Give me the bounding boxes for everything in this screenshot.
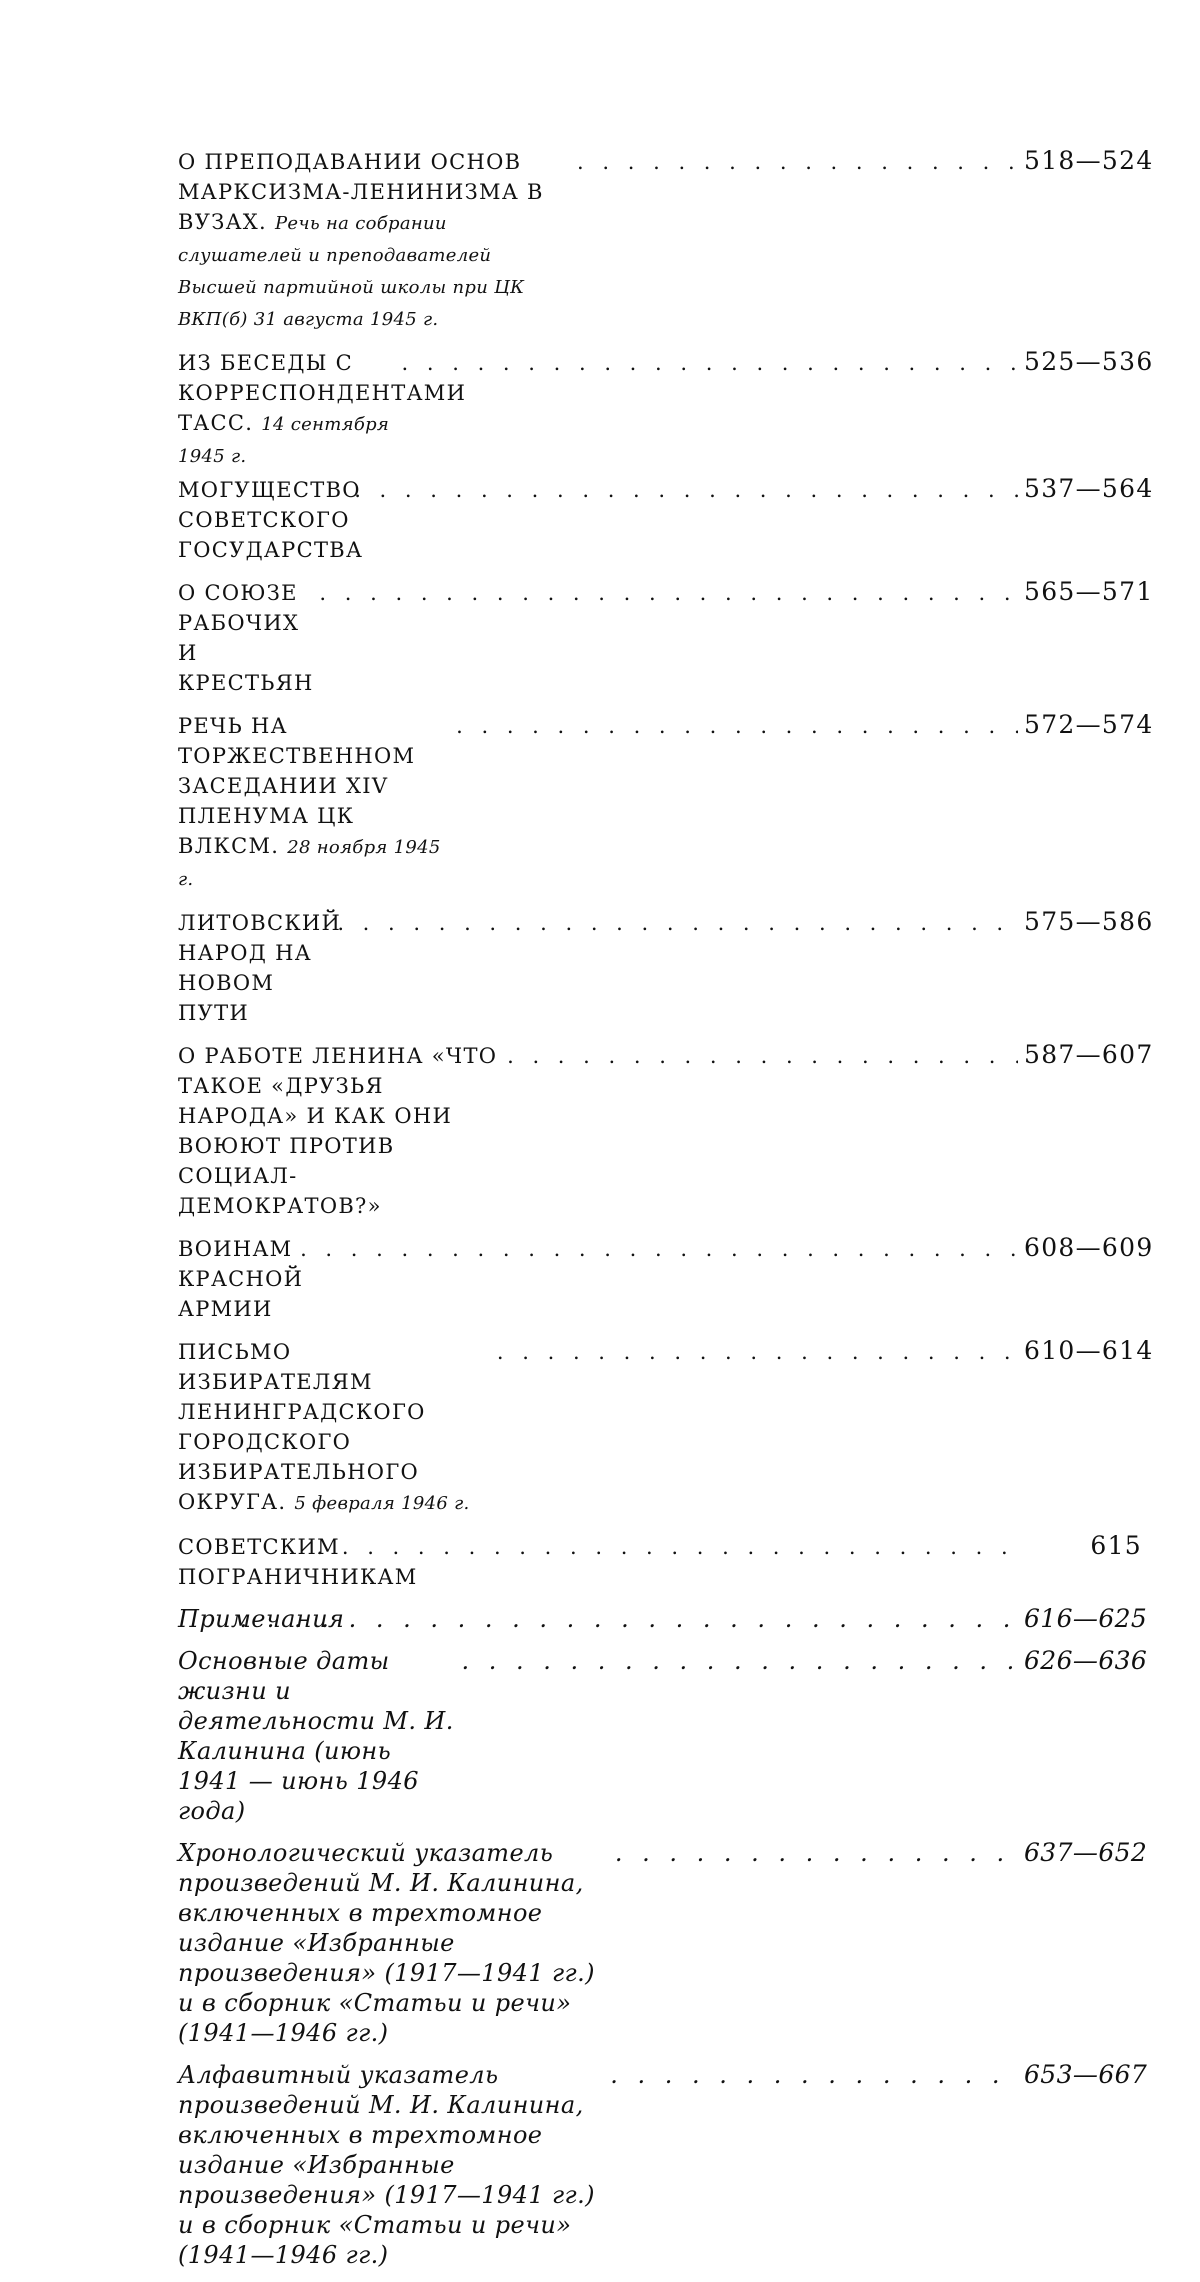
toc-entry bbox=[178, 474, 1154, 565]
page-range: 537—564 bbox=[1024, 474, 1154, 503]
entry-title: Хронологический указатель произведений М. И. Калинина, включенных в трехтомное издание «Избранные произведения» (1917—1941 гг.) и в сборник «Статьи и речи» (1941—1946 гг.) bbox=[178, 1839, 595, 2047]
dot-leader bbox=[354, 475, 1018, 505]
dot-leader bbox=[337, 908, 1018, 938]
table-of-contents bbox=[178, 146, 1154, 2282]
toc-entry bbox=[178, 146, 1154, 335]
entry-title: СОВЕТСКИМ ПОГРАНИЧНИКАМ bbox=[178, 1535, 418, 1589]
entry-title: О РАБОТЕ ЛЕНИНА «ЧТО ТАКОЕ «ДРУЗЬЯ НАРОДА» И КАК ОНИ ВОЮЮТ ПРОТИВ СОЦИАЛ-ДЕМОКРАТОВ?» bbox=[178, 1044, 498, 1218]
entry-title: Алфавитный указатель произведений М. И. Калинина, включенных в трехтомное издание «Избранные произведения» (1917—1941 гг.) и в сборник «Статьи и речи» (1941—1946 гг.) bbox=[178, 2061, 595, 2269]
dot-leader bbox=[615, 1838, 1018, 1868]
toc-entry bbox=[178, 1233, 1154, 1324]
entry-title: МОГУЩЕСТВО СОВЕТСКОГО ГОСУДАРСТВА bbox=[178, 478, 364, 562]
entry-title: Основные даты жизни и деятельности М. И. Калинина (июнь 1941 — июнь 1946 года) bbox=[178, 1647, 454, 1825]
entry-title: ЛИТОВСКИЙ НАРОД НА НОВОМ ПУТИ bbox=[178, 911, 342, 1025]
toc-entry bbox=[178, 1646, 1148, 1826]
dot-leader bbox=[497, 1337, 1018, 1367]
page-range: 637—652 bbox=[1024, 1838, 1148, 1867]
toc-entry bbox=[178, 1040, 1154, 1221]
page-range: 587—607 bbox=[1024, 1040, 1154, 1069]
dot-leader bbox=[319, 578, 1018, 608]
toc-entry bbox=[178, 710, 1154, 895]
page-range: 518—524 bbox=[1024, 146, 1154, 175]
entry-subtitle: 5 февраля 1946 г. bbox=[294, 1493, 470, 1514]
toc-entry bbox=[178, 1336, 1154, 1519]
page-range: 575—586 bbox=[1024, 907, 1154, 936]
dot-leader bbox=[507, 1041, 1018, 1071]
toc-entry bbox=[178, 2060, 1148, 2270]
dot-leader bbox=[456, 711, 1018, 741]
entry-subtitle: 28 ноября 1945 г. bbox=[178, 837, 441, 890]
toc-entry bbox=[178, 907, 1154, 1028]
toc-entry bbox=[178, 577, 1154, 698]
toc-entry bbox=[178, 1531, 1142, 1592]
page-range: 616—625 bbox=[1024, 1604, 1148, 1633]
toc-entry bbox=[178, 1838, 1148, 2048]
dot-leader bbox=[240, 1604, 1018, 1634]
entry-subtitle: Речь на собрании слушателей и преподавателей Высшей партийной школы при ЦК ВКП(б) 31 августа 1945 г. bbox=[178, 213, 525, 330]
entry-title: О СОЮЗЕ РАБОЧИХ И КРЕСТЬЯН bbox=[178, 581, 314, 695]
dot-leader bbox=[577, 147, 1018, 177]
toc-entry bbox=[178, 1604, 1148, 1634]
entry-title: ПИСЬМО ИЗБИРАТЕЛЯМ ЛЕНИНГРАДСКОГО ГОРОДСКОГО ИЗБИРАТЕЛЬНОГО ОКРУГА. bbox=[178, 1340, 426, 1514]
dot-leader bbox=[402, 348, 1018, 378]
dot-leader bbox=[300, 1234, 1018, 1264]
page-range: 572—574 bbox=[1024, 710, 1154, 739]
page-range: 626—636 bbox=[1024, 1646, 1148, 1675]
page-range: 653—667 bbox=[1024, 2060, 1148, 2089]
entry-title: ВОИНАМ КРАСНОЙ АРМИИ bbox=[178, 1237, 304, 1321]
page-range: 608—609 bbox=[1024, 1233, 1154, 1262]
entry-title: ИЗ БЕСЕДЫ С КОРРЕСПОНДЕНТАМИ ТАСС. bbox=[178, 351, 467, 435]
dot-leader bbox=[461, 1646, 1018, 1676]
dot-leader bbox=[317, 1532, 1019, 1562]
dot-leader bbox=[610, 2060, 1018, 2090]
toc-entry bbox=[178, 347, 1154, 472]
page-range: 565—571 bbox=[1024, 577, 1154, 606]
entry-subtitle: 14 сентября 1945 г. bbox=[178, 414, 390, 467]
entry-title: Примечания bbox=[178, 1605, 345, 1633]
page-range: 615 bbox=[1090, 1531, 1142, 1560]
entry-title: РЕЧЬ НА ТОРЖЕСТВЕННОМ ЗАСЕДАНИИ XIV ПЛЕНУМА ЦК ВЛКСМ. bbox=[178, 714, 416, 858]
entry-title: О ПРЕПОДАВАНИИ ОСНОВ МАРКСИЗМА-ЛЕНИНИЗМА В ВУЗАХ. bbox=[178, 150, 544, 234]
page-range: 610—614 bbox=[1024, 1336, 1154, 1365]
page-range: 525—536 bbox=[1024, 347, 1154, 376]
